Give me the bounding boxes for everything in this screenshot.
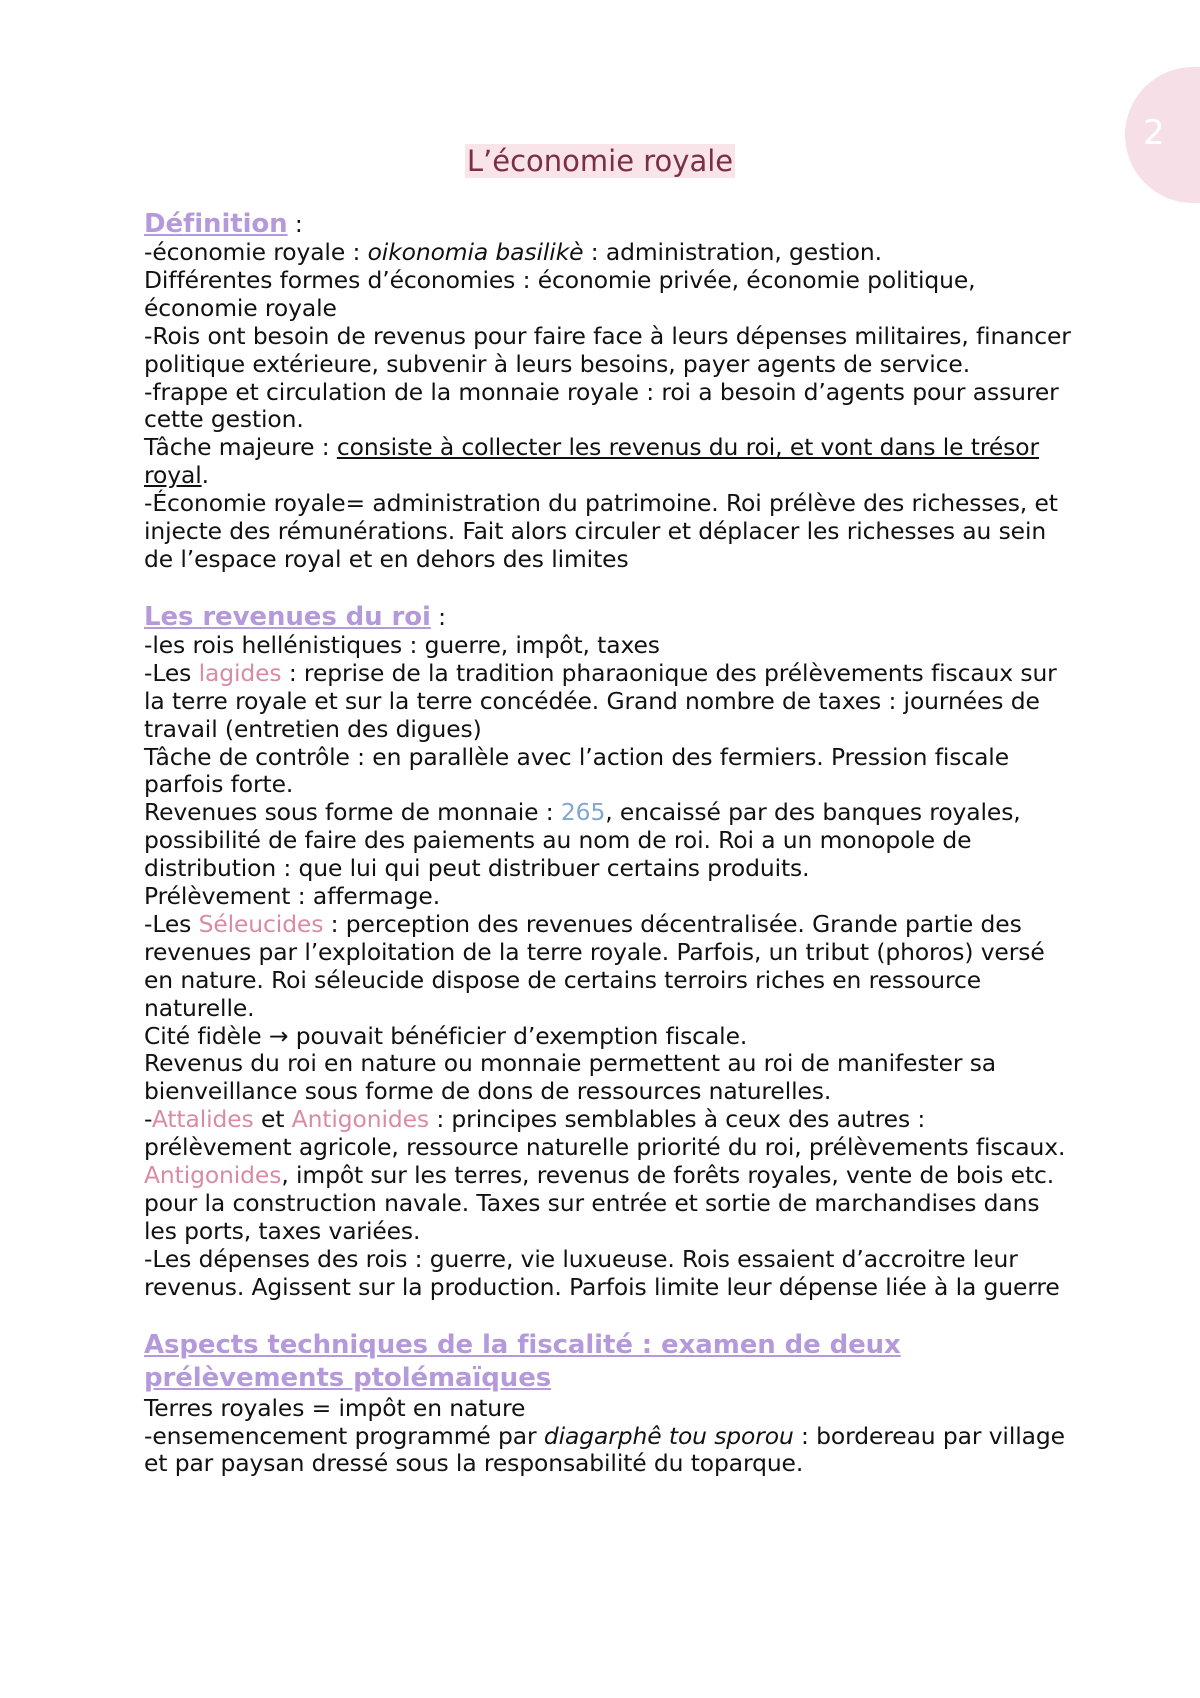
section-heading-revenues: Les revenues du roi : xyxy=(144,601,446,632)
paragraph: Tâche de contrôle : en parallèle avec l’action des fermiers. Pression fiscale parfois forte. xyxy=(144,742,1009,799)
paragraph: -frappe et circulation de la monnaie royale : roi a besoin d’agents pour assurer cette gestion. xyxy=(144,377,1059,434)
document-body xyxy=(144,210,1074,1478)
paragraph: Terres royales = impôt en nature xyxy=(144,1393,526,1422)
paragraph: -Les dépenses des rois : guerre, vie luxueuse. Rois essaient d’accroitre leur revenus. Agissent sur la production. Parfois limite leur dépense liée à la guerre xyxy=(144,1244,1060,1301)
paragraph: -Rois ont besoin de revenus pour faire face à leurs dépenses militaires, financer politique extérieure, subvenir à leurs besoins, payer agents de service. xyxy=(144,321,1071,378)
paragraph: Revenus du roi en nature ou monnaie permettent au roi de manifester sa bienveillance sous forme de dons de ressources naturelles. xyxy=(144,1049,997,1106)
paragraph: Revenues sous forme de monnaie : 265, encaissé par des banques royales, possibilité de faire des paiements au nom de roi. Roi a un monopole de distribution : que lui qui peut distribuer certains produits. xyxy=(144,798,1021,883)
paragraph: -ensemencement programmé par diagarphê tou sporou : bordereau par village et par paysan dressé sous la responsabilité du toparque. xyxy=(144,1421,1065,1478)
paragraph: -les rois hellénistiques : guerre, impôt, taxes xyxy=(144,630,660,659)
paragraph: -économie royale : oikonomia basilikè : administration, gestion. xyxy=(144,238,882,266)
section-heading-definition: Définition : xyxy=(144,209,303,239)
paragraph: -Économie royale= administration du patrimoine. Roi prélève des richesses, et injecte des rémunérations. Fait alors circuler et déplacer les richesses au sein de l’espace royal et en dehors des limites xyxy=(144,489,1058,573)
paragraph: Cité fidèle → pouvait bénéficier d’exemption fiscale. xyxy=(144,1021,748,1050)
paragraph: -Les lagides : reprise de la tradition pharaonique des prélèvements fiscaux sur la terre royale et sur la terre concédée. Grand nombre de taxes : journées de travail (entretien des digues) xyxy=(144,658,1057,743)
paragraph: Prélèvement : affermage. xyxy=(144,882,441,911)
paragraph: -Attalides et Antigonides : principes semblables à ceux des autres : prélèvement agricole, ressource naturelle priorité du roi, prélèvements fiscaux. Antigonides, impôt sur les terres, revenus de forêts royales, vente de bois etc. pour la construction navale. Taxes sur entrée et sortie de marchandises dans les ports, taxes variées. xyxy=(144,1105,1066,1245)
paragraph: -Les Séleucides : perception des revenues décentralisée. Grande partie des revenues par l’exploitation de la terre royale. Parfois, un tribut (phoros) versé en nature. Roi séleucide dispose de certains terroirs riches en ressource naturelle. xyxy=(144,909,1045,1022)
page-number: 2 xyxy=(1143,113,1165,153)
section-heading-fiscal-aspects: Aspects techniques de la fiscalité : examen de deux prélèvements ptolémaïques xyxy=(144,1329,901,1393)
document-title: L’économie royale xyxy=(466,144,734,178)
paragraph: Tâche majeure : consiste à collecter les revenus du roi, et vont dans le trésor royal. xyxy=(144,433,1039,490)
paragraph: Différentes formes d’économies : économie privée, économie politique, économie royale xyxy=(144,265,976,322)
